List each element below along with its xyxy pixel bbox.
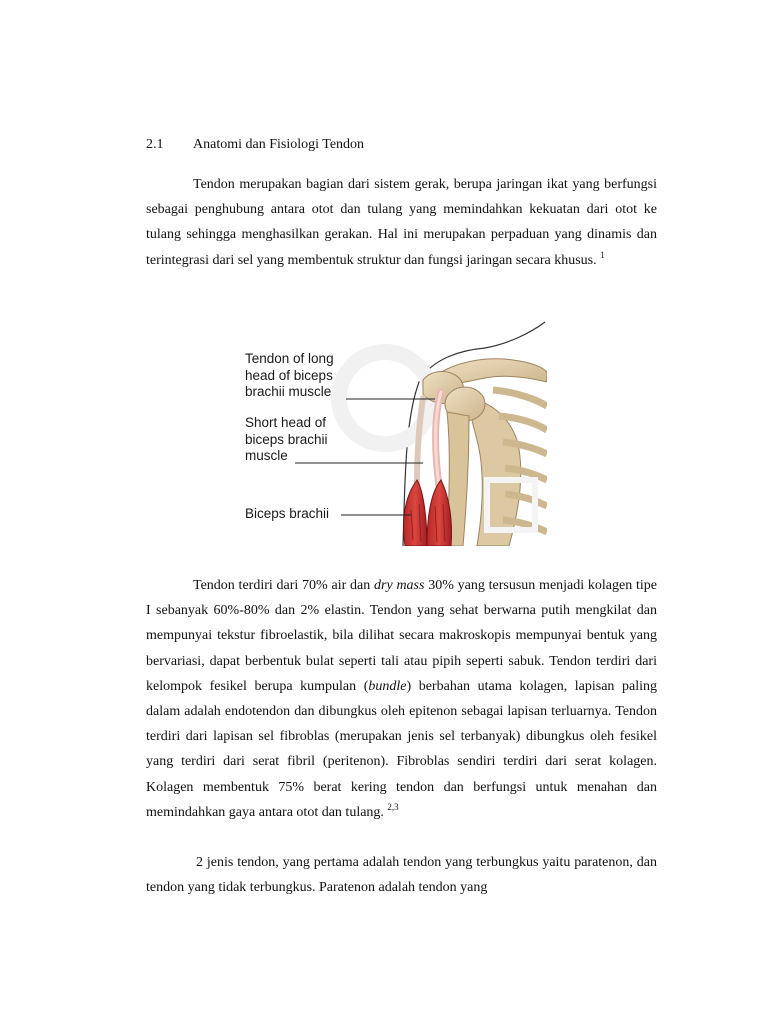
label-long-head-tendon [245, 351, 334, 401]
paragraph-3 [146, 850, 657, 900]
rib-1 [493, 390, 547, 406]
paragraph-2-part2: 30% yang tersusun menjadi kolagen tipe I sebanyak 60%-80% dan 2% elastin. Tendon yang sehat berwarna putih mengkilat dan mempunyai tekstur fibroelastik, bila dilihat secara makroskopis mempunyai bentuk yang bervariasi, dapat berbentuk bulat seperti tali atau pipih seperti sabuk. Tendon terdiri dari kelompok fesikel berupa kumpulan ( [146, 578, 657, 694]
section-number: 2.1 [146, 137, 164, 152]
paragraph-1 [146, 172, 657, 273]
label-long-head-line1: Tendon of long [245, 351, 334, 366]
label-biceps-line1: Biceps brachii [245, 506, 330, 521]
paragraph-3-text: 2 jenis tendon, yang pertama adalah tendon yang terbungkus yaitu paratenon, dan tendon yang tidak terbungkus. Paratenon adalah tendon yang [146, 855, 657, 896]
section-heading [146, 137, 364, 153]
biceps-short-belly [404, 480, 428, 546]
label-short-head [245, 415, 328, 465]
short-head-tendon [417, 398, 423, 486]
anatomy-figure [237, 320, 547, 546]
reference-1: 1 [600, 249, 605, 260]
label-long-head-line3: brachii muscle [245, 384, 332, 399]
paragraph-2-italic-bundle: bundle [368, 678, 407, 694]
paragraph-1-text: Tendon merupakan bagian dari sistem gerak, berupa jaringan ikat yang berfungsi sebagai penghubung antara otot dan tulang yang memindahkan kekuatan dari otot ke tulang sehingga menghasilkan gerakan. Hal ini merupakan perpaduan yang dinamis dan terintegrasi dari sel yang membentuk struktur dan fungsi jaringan secara khusus. [146, 177, 657, 268]
label-biceps-brachii [245, 506, 329, 523]
biceps-long-belly [427, 480, 452, 546]
label-long-head-line2: head of biceps [245, 367, 333, 383]
paragraph-2 [146, 573, 657, 825]
label-short-head-line3: muscle [245, 448, 288, 463]
reference-2-3: 2,3 [387, 801, 399, 812]
paragraph-2-part3: ) berbahan utama kolagen, lapisan paling dalam adalah endotendon dan dibungkus oleh epitenon sebagai lapisan terluarnya. Tendon terdiri dari lapisan sel fibroblas (merupakan jenis sel terbanyak) dibungkus oleh fesikel yang terdiri dari serat fibril (peritenon). Fibroblas sendiri terdiri dari serat kolagen. Kolagen membentuk 75% berat kering tendon dan berfungsi untuk menahan dan memindahkan gaya antara otot dan tulang. [146, 678, 658, 820]
paragraph-2-part1: Tendon terdiri dari 70% air dan [193, 578, 375, 593]
section-title: Anatomi dan Fisiologi Tendon [193, 137, 365, 152]
label-short-head-line1: Short head of [245, 415, 327, 430]
label-short-head-line2: biceps brachii [245, 431, 328, 447]
paragraph-2-italic-dry-mass: dry mass [374, 578, 425, 593]
